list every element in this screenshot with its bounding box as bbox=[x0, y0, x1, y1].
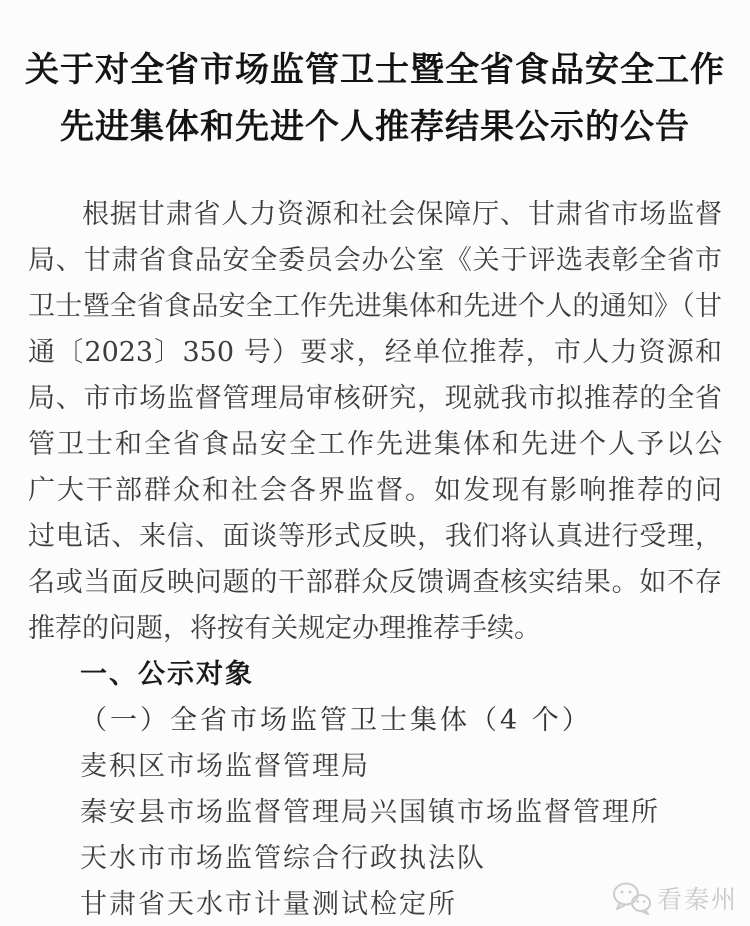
list-item: 甘肃省天水市计量测试检定所 bbox=[80, 889, 457, 920]
list-item: 秦安县市场监督管理局兴国镇市场监督管理所 bbox=[80, 797, 660, 828]
page-title bbox=[0, 0, 750, 156]
paragraph-line: 推荐的问题，将按有关规定办理推荐手续。 bbox=[28, 613, 541, 644]
list-item: 麦积区市场监督管理局 bbox=[80, 751, 370, 782]
paragraph-line: 管卫士和全省食品安全工作先进集体和先进个人予以公 bbox=[28, 429, 722, 460]
section-heading: 一、公示对象 bbox=[80, 659, 254, 690]
list-item: 天水市市场监管综合行政执法队 bbox=[80, 843, 486, 874]
wechat-icon bbox=[612, 881, 652, 915]
paragraph-line: 广大干部群众和社会各界监督。如发现有影响推荐的问 bbox=[28, 475, 722, 506]
paragraph-line: 名或当面反映问题的干部群众反馈调查核实结果。如不存 bbox=[28, 567, 722, 598]
paragraph-line: 过电话、来信、面谈等形式反映，我们将认真进行受理， bbox=[28, 521, 722, 552]
page-title-line-1: 关于对全省市场监管卫士暨全省食品安全工作 bbox=[25, 50, 725, 90]
document-body bbox=[0, 192, 750, 926]
paragraph-line: 局、市市场监督管理局审核研究，现就我市拟推荐的全省 bbox=[28, 383, 722, 414]
watermark-label: 看秦州 bbox=[656, 885, 738, 914]
paragraph-line: 通〔2023〕350 号）要求，经单位推荐，市人力资源和 bbox=[28, 337, 722, 368]
paragraph-line: 局、甘肃省食品安全委员会办公室《关于评选表彰全省市 bbox=[28, 245, 722, 276]
paragraph-line: 卫士暨全省食品安全工作先进集体和先进个人的通知》（甘 bbox=[28, 291, 722, 322]
watermark bbox=[612, 880, 738, 916]
paragraph-line: 根据甘肃省人力资源和社会保障厅、甘肃省市场监督 bbox=[82, 199, 722, 230]
subsection-heading: （一）全省市场监管卫士集体（4 个） bbox=[80, 705, 592, 736]
page-title-line-2: 先进集体和先进个人推荐结果公示的公告 bbox=[60, 107, 690, 147]
